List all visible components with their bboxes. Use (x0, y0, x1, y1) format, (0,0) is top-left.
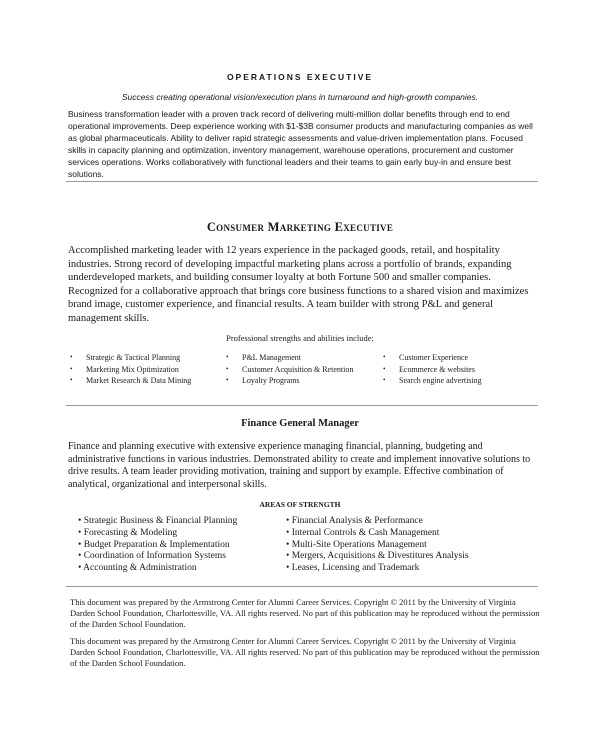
operations-summary: Business transformation leader with a proven track record of delivering multi-million dollar benefits through end to end operational improvements. Deep experience working with $1-$3B consumer products and manufacturing companies as well as global pharmaceuticals. Ability to deliver rapid strategic assessments and value-driven implementation plans. Focused skills in capacity planning and optimization, inventory management, warehouse operations, procurement and customer services operations. Works collaboratively with functional leaders and their teams to gain early buy-in and ensure best solutions. (68, 109, 533, 179)
area-item: • Budget Preparation & Implementation (78, 539, 230, 550)
marketing-summary: Accomplished marketing leader with 12 years experience in the packaged goods, retail, and hospitality industries. Strong record of developing impactful marketing plans across a portfolio of brands, expanding underdeveloped markets, and building consumer loyalty at both Fortune 500 and smaller companies. Recognized for a collaborative approach that brings core business functions to a shared vision and maximizes brand image, customer experience, and financial results. A team builder with strong P&L and general management skills. (68, 245, 529, 324)
copyright-footer: This document was prepared by the Armstrong Center for Alumni Career Services. Copyright © 2011 by the University of Virginia Darden School Foundation, Charlottesville, VA. All rights reserved. No part of this publication may be reproduced without the permission of the Darden School Foundation. (70, 636, 540, 668)
area-item: • Coordination of Information Systems (78, 551, 226, 562)
marketing-title: Consumer Marketing Executive (206, 220, 394, 234)
strength-item: • P&L Management (226, 352, 353, 364)
area-item: • Internal Controls & Cash Management (286, 527, 440, 538)
strength-item: • Market Research & Data Mining (70, 375, 191, 387)
strength-item: • Ecommerce & websites (383, 364, 482, 376)
copyright-footer: This document was prepared by the Armstrong Center for Alumni Career Services. Copyright © 2011 by the University of Virginia Darden School Foundation, Charlottesville, VA. All rights reserved. No part of this publication may be reproduced without the permission of the Darden School Foundation. (70, 597, 540, 629)
area-item: • Multi-Site Operations Management (286, 539, 427, 550)
finance-title: Finance General Manager (241, 418, 359, 429)
area-item: • Leases, Licensing and Trademark (286, 563, 420, 574)
strength-item: • Search engine advertising (383, 375, 482, 387)
strength-item: • Customer Experience (383, 352, 482, 364)
areas-heading: AREAS OF STRENGTH (259, 500, 341, 509)
marketing-strengths-list (70, 352, 540, 388)
area-item: • Strategic Business & Financial Planning (78, 516, 238, 526)
area-item: • Mergers, Acquisitions & Divestitures Analysis (286, 551, 469, 562)
area-item: • Forecasting & Modeling (78, 527, 178, 538)
areas-column (78, 516, 237, 575)
strength-item: • Marketing Mix Optimization (70, 364, 191, 376)
area-item: • Accounting & Administration (78, 563, 197, 574)
strength-item: • Strategic & Tactical Planning (70, 352, 191, 364)
marketing-strengths-intro: Professional strengths and abilities include: (226, 333, 374, 343)
operations-subtitle: Success creating operational vision/execution plans in turnaround and high-growth companies. (121, 92, 479, 102)
section-divider (66, 586, 538, 587)
area-item: • Financial Analysis & Performance (286, 516, 423, 526)
strengths-column (70, 352, 191, 387)
section-divider (66, 405, 538, 406)
strength-item: • Customer Acquisition & Retention (226, 364, 353, 376)
areas-column (286, 516, 469, 575)
operations-title: OPERATIONS EXECUTIVE (226, 72, 374, 82)
section-divider (66, 181, 538, 182)
strengths-column (383, 352, 482, 387)
strength-item: • Loyalty Programs (226, 375, 353, 387)
strengths-column (226, 352, 353, 387)
finance-summary: Finance and planning executive with extensive experience managing financial, planning, budgeting and administrative functions in various industries. Demonstrated ability to create and implement innovative solutions to drive results. A team leader providing motivation, training and support by example. Effective combination of analytical, organizational and interpersonal skills. (68, 441, 531, 490)
areas-list (78, 516, 518, 580)
